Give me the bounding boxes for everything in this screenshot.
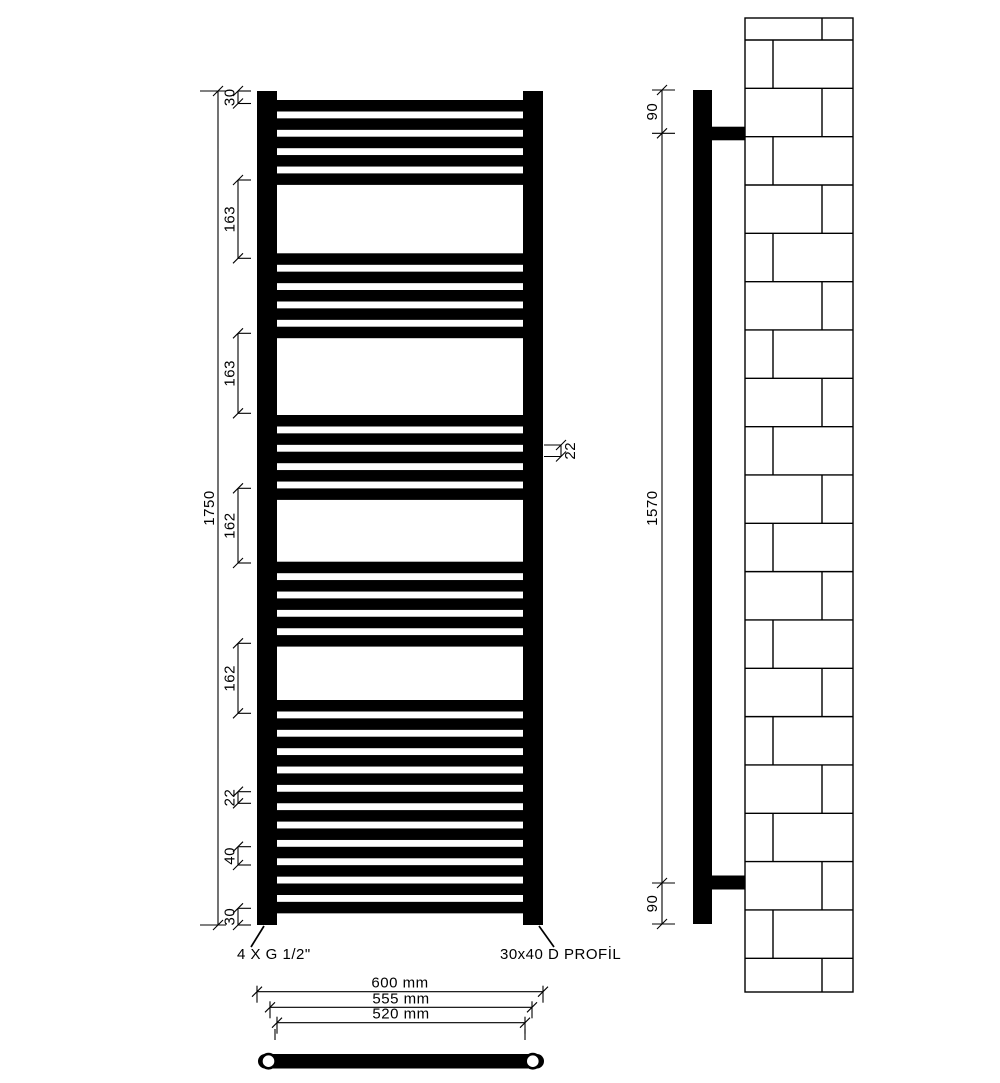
radiator-tube <box>257 562 543 574</box>
dimension-label: 22 <box>221 788 239 807</box>
radiator-tube <box>257 902 543 914</box>
radiator-tube <box>257 810 543 822</box>
radiator-tube <box>257 617 543 629</box>
front-dimensions <box>200 86 579 930</box>
dimension-label: 22 <box>562 441 579 460</box>
wall-outline <box>745 18 853 992</box>
pipe-fitting <box>526 1054 540 1068</box>
dimension-label: 162 <box>221 512 239 539</box>
side-view <box>693 18 853 992</box>
front-view <box>257 91 543 925</box>
dimension-label: 90 <box>644 102 661 121</box>
callout-leader-line <box>251 926 264 947</box>
dimension-label: 90 <box>644 894 661 913</box>
radiator-tube <box>257 100 543 112</box>
radiator-tube <box>257 290 543 302</box>
radiator-tube <box>257 598 543 610</box>
radiator-tube <box>257 137 543 149</box>
radiator-tube <box>257 452 543 464</box>
dimension-label: 30 <box>221 907 239 926</box>
radiator-tube <box>257 470 543 482</box>
radiator-tube <box>257 327 543 339</box>
radiator-tube <box>257 792 543 804</box>
radiator-tube <box>257 580 543 592</box>
radiator-tube <box>257 755 543 767</box>
radiator-tube <box>257 847 543 859</box>
radiator-tube <box>257 415 543 427</box>
callouts <box>237 926 621 963</box>
side-profile-rail <box>693 90 712 924</box>
dimension-label: 1570 <box>644 490 661 526</box>
dimension-label: 600 mm <box>371 974 429 992</box>
radiator-tube <box>257 488 543 500</box>
dimension-label: 162 <box>221 665 239 692</box>
radiator-tube <box>257 828 543 840</box>
wall-mount-bracket <box>704 127 745 141</box>
wall-mount-bracket <box>704 876 745 890</box>
dimension-label: 1750 <box>201 490 218 526</box>
dimension-label: 163 <box>221 360 239 387</box>
radiator-tube <box>257 718 543 730</box>
pipe-fitting <box>261 1054 275 1068</box>
radiator-tube <box>257 173 543 185</box>
top-view <box>258 1054 544 1069</box>
dimension-label: 30 <box>221 88 239 107</box>
dimension-label: 555 mm <box>372 990 430 1008</box>
callout-leader-line <box>539 926 554 947</box>
radiator-tube <box>257 118 543 130</box>
radiator-tube <box>257 635 543 647</box>
radiator-tube <box>257 773 543 785</box>
radiator-tube <box>257 737 543 749</box>
radiator-tube <box>257 253 543 264</box>
radiator-tube <box>257 155 543 167</box>
dimension-label: 163 <box>221 205 239 233</box>
dimension-label: 520 mm <box>372 1005 430 1023</box>
radiator-tube <box>257 308 543 320</box>
radiator-tube <box>257 884 543 896</box>
radiator-tube <box>257 865 543 877</box>
side-dimensions <box>644 85 675 929</box>
radiator-tube <box>257 272 543 284</box>
dimension-label: 40 <box>221 847 239 865</box>
callout-label: 4 X G 1/2" <box>237 946 311 963</box>
callout-label: 30x40 D PROFİL <box>500 946 622 963</box>
top-view-body <box>258 1054 544 1069</box>
radiator-tube <box>257 700 543 712</box>
width-dimensions <box>252 975 548 1040</box>
radiator-tube <box>257 433 543 445</box>
